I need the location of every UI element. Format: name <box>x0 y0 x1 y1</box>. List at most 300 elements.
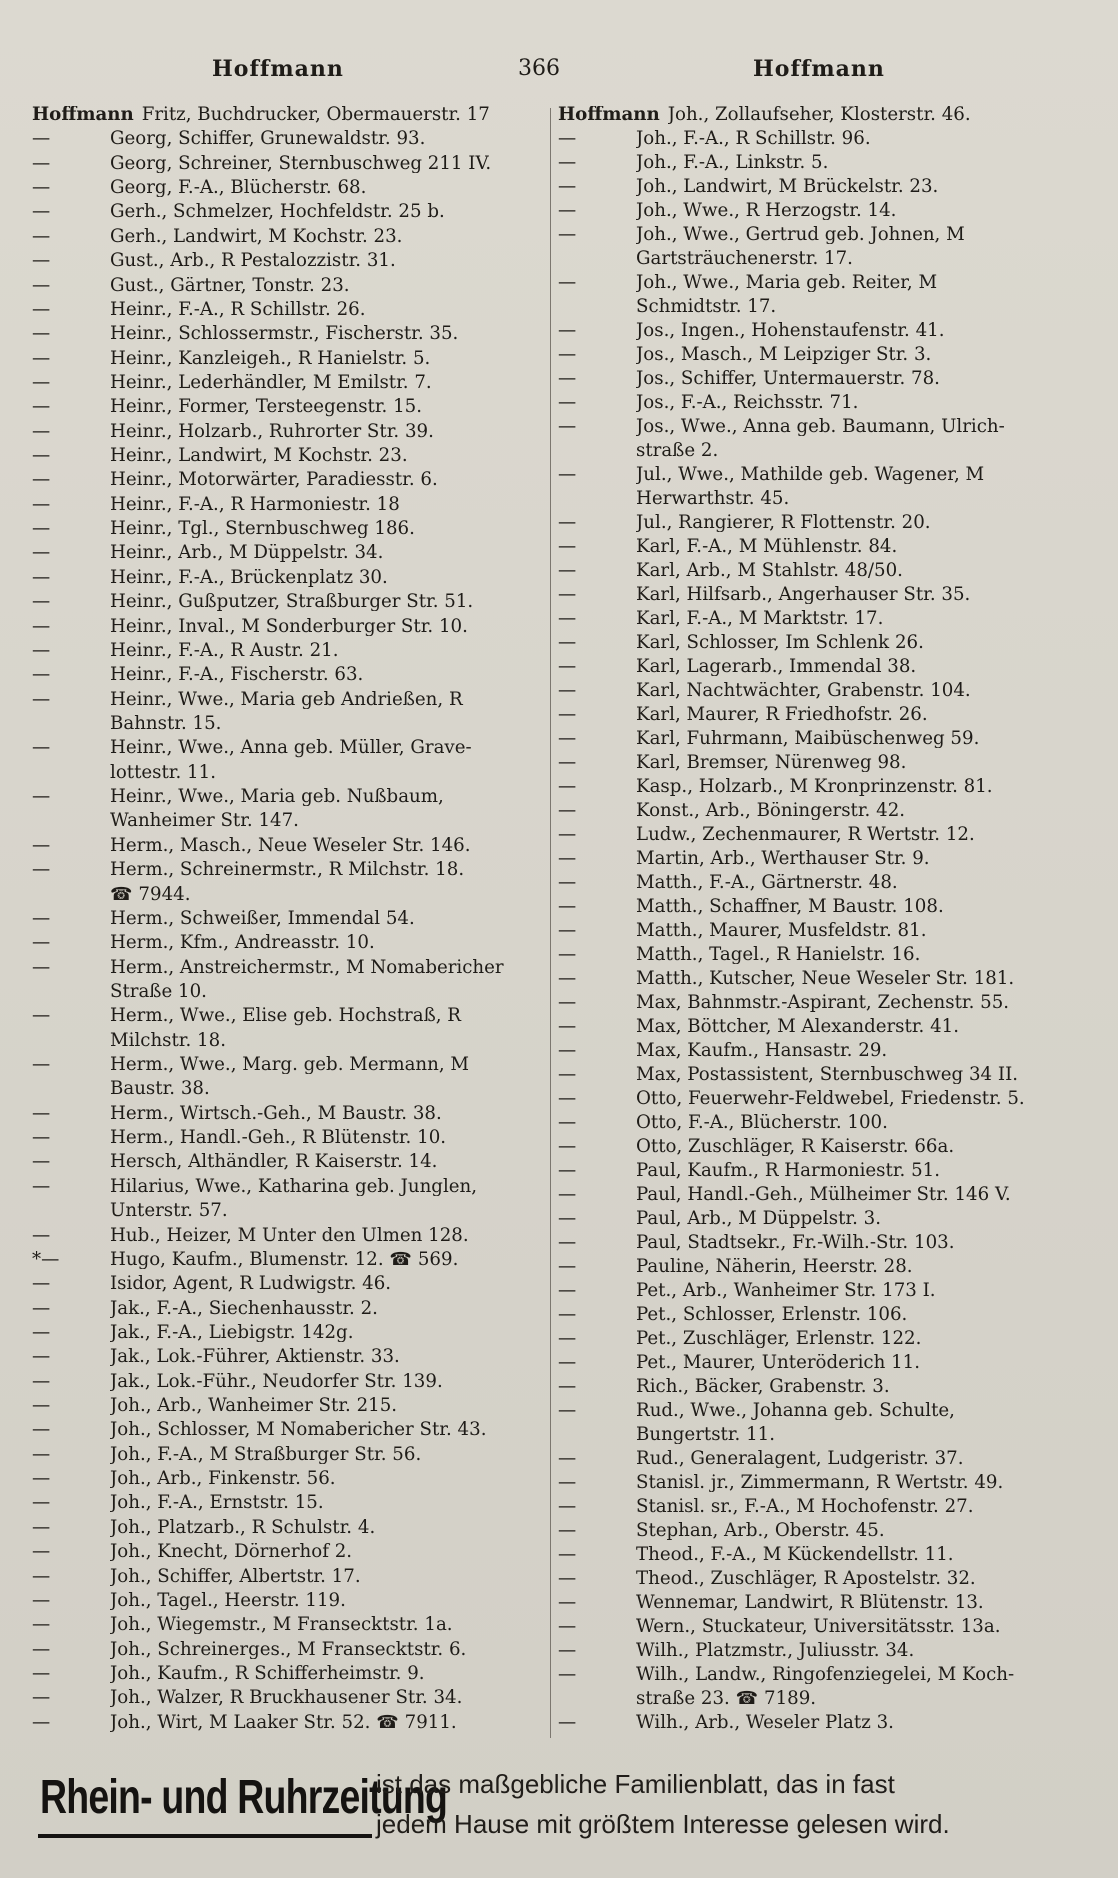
entry-prefix: — <box>32 1445 51 1465</box>
directory-entry <box>32 228 548 252</box>
entry-prefix: — <box>32 836 51 856</box>
directory-entry <box>558 1378 1082 1402</box>
entry-prefix: — <box>32 690 51 710</box>
entry-text: Heinr., Inval., M Sonderburger Str. 10. <box>110 617 468 636</box>
directory-entry <box>32 837 548 861</box>
entry-text: Jul., Wwe., Mathilde geb. Wagener, M <box>636 466 985 485</box>
entry-prefix: — <box>32 154 51 174</box>
entry-prefix: — <box>558 178 577 197</box>
directory-entry <box>32 203 548 227</box>
directory-entry <box>558 1594 1082 1618</box>
entry-text: Joh., Wwe., Gertrud geb. Johnen, M <box>636 226 965 245</box>
directory-entry <box>558 106 1082 130</box>
entry-prefix: — <box>558 1402 577 1421</box>
directory-entry <box>32 179 548 203</box>
entry-text: Georg, Schreiner, Sternbuschweg 211 IV. <box>110 154 492 173</box>
entry-text: Joh., Schlosser, M Nomabericher Str. 43. <box>110 1421 487 1440</box>
entry-text: Joh., Zollaufseher, Klosterstr. 46. <box>667 106 971 125</box>
directory-entry <box>32 155 548 179</box>
entry-prefix: — <box>32 179 51 199</box>
entry-prefix: — <box>558 1162 577 1181</box>
entry-text: Joh., Arb., Finkenstr. 56. <box>110 1470 336 1489</box>
entry-text: Heinr., Landwirt, M Kochstr. 23. <box>110 447 408 466</box>
entry-prefix: — <box>558 634 577 653</box>
directory-entry <box>558 1570 1082 1594</box>
entry-prefix: — <box>32 568 51 588</box>
directory-entry <box>32 398 548 422</box>
entry-text: Heinr., F.-A., Fischerstr. 63. <box>110 666 364 685</box>
entry-text: Wilh., Arb., Weseler Platz 3. <box>636 1714 894 1733</box>
entry-text: Matth., Schaffner, M Baustr. 108. <box>636 898 944 917</box>
directory-entry <box>32 1714 548 1738</box>
entry-text: Herm., Wwe., Marg. geb. Mermann, M <box>110 1056 470 1075</box>
entry-prefix: — <box>558 346 577 365</box>
entry-text: Hilarius, Wwe., Katharina geb. Junglen, <box>110 1177 478 1197</box>
directory-entry <box>558 970 1082 994</box>
entry-prefix: — <box>558 1666 577 1685</box>
entry-prefix: — <box>32 1104 51 1124</box>
entry-text: Joh., Walzer, R Bruckhausener Str. 34. <box>110 1689 463 1708</box>
directory-entry <box>558 418 1082 442</box>
directory-entry <box>558 1450 1082 1474</box>
directory-entry <box>32 1032 548 1056</box>
directory-entry <box>558 1162 1082 1186</box>
entry-text: Matth., Tagel., R Hanielstr. 16. <box>636 946 921 965</box>
entry-text: ☎ 7944. <box>110 885 191 904</box>
directory-entry <box>32 1397 548 1421</box>
entry-text: Hub., Heizer, M Unter den Ulmen 128. <box>110 1226 469 1245</box>
entry-text: Heinr., Wwe., Maria geb. Nußbaum, <box>110 788 444 807</box>
entry-text: Otto, Feuerwehr-Feldwebel, Friedenstr. 5. <box>636 1090 1025 1109</box>
entry-prefix: — <box>32 1567 51 1587</box>
entry-text: Heinr., F.-A., R Schillstr. 26. <box>110 300 366 320</box>
directory-entry <box>32 447 548 471</box>
entry-text: Gust., Arb., R Pestalozzistr. 31. <box>110 252 396 271</box>
entry-text: Karl, Bremser, Nürenweg 98. <box>636 754 907 773</box>
entry-text: Paul, Stadtsekr., Fr.-Wilh.-Str. 103. <box>636 1234 955 1253</box>
directory-entry <box>32 106 548 130</box>
directory-entry <box>32 1153 548 1177</box>
entry-text: Jos., Ingen., Hohenstaufenstr. 41. <box>636 322 945 341</box>
directory-entry <box>558 682 1082 706</box>
entry-prefix: — <box>558 754 577 773</box>
entry-prefix: — <box>558 586 577 605</box>
entry-prefix: — <box>32 1518 51 1538</box>
directory-entry <box>32 739 548 763</box>
directory-entry <box>558 634 1082 658</box>
entry-prefix: — <box>558 1114 577 1133</box>
entry-prefix: — <box>32 130 51 150</box>
directory-entry <box>32 1007 548 1031</box>
directory-entry <box>558 274 1082 298</box>
entry-prefix: — <box>32 1665 51 1684</box>
entry-text: Bungertstr. 11. <box>636 1426 776 1445</box>
entry-prefix: — <box>32 1299 51 1319</box>
directory-entry <box>32 520 548 544</box>
entry-prefix: — <box>32 1616 51 1636</box>
entry-text: Heinr., Holzarb., Ruhrorter Str. 39. <box>110 422 434 441</box>
entry-text: Rud., Wwe., Johanna geb. Schulte, <box>636 1402 955 1421</box>
entry-prefix: — <box>558 1138 577 1157</box>
entry-text: Hersch, Althändler, R Kaiserstr. 14. <box>110 1153 438 1172</box>
entry-text: Karl, Arb., M Stahlstr. 48/50. <box>636 562 903 581</box>
ad-text <box>376 1764 1082 1844</box>
entry-text: Kasp., Holzarb., M Kronprinzenstr. 81. <box>636 778 993 797</box>
directory-entry <box>558 826 1082 850</box>
advertisement <box>0 1752 1118 1862</box>
entry-prefix: — <box>32 861 51 881</box>
entry-prefix: — <box>558 898 577 917</box>
directory-entry <box>558 394 1082 418</box>
entry-prefix: — <box>32 1129 51 1149</box>
entry-text: Heinr., Motorwärter, Paradiesstr. 6. <box>110 471 438 490</box>
directory-entry <box>32 1641 548 1665</box>
entry-prefix: — <box>32 520 51 540</box>
directory-entry <box>558 1090 1082 1114</box>
directory-entry <box>558 562 1082 586</box>
directory-entry <box>32 1494 548 1518</box>
entry-text: Heinr., Arb., M Düppelstr. 34. <box>110 544 384 563</box>
entry-prefix: — <box>32 471 51 491</box>
entry-text: Heinr., F.-A., R Harmoniestr. 18 <box>110 495 400 514</box>
entry-prefix: — <box>558 682 577 701</box>
directory-entry <box>32 325 548 349</box>
directory-entry <box>558 538 1082 562</box>
entry-prefix: — <box>558 826 577 845</box>
entry-text: Pet., Zuschläger, Erlenstr. 122. <box>636 1330 922 1349</box>
directory-entry <box>558 202 1082 226</box>
entry-prefix: — <box>558 1354 577 1373</box>
entry-prefix: — <box>32 300 51 320</box>
entry-text: Theod., F.-A., M Kückendellstr. 11. <box>636 1546 954 1565</box>
entry-prefix: — <box>32 666 51 686</box>
entry-text: Unterstr. 57. <box>110 1202 228 1221</box>
entry-text: Wilh., Platzmstr., Juliusstr. 34. <box>636 1642 915 1661</box>
directory-entry <box>558 1018 1082 1042</box>
directory-entry <box>32 1616 548 1640</box>
entry-prefix: — <box>32 1543 51 1563</box>
entry-text: Paul, Arb., M Düppelstr. 3. <box>636 1210 881 1229</box>
entry-prefix: — <box>32 1713 51 1733</box>
entry-text: Gerh., Schmelzer, Hochfeldstr. 25 b. <box>110 203 445 222</box>
entry-prefix: — <box>32 276 51 296</box>
entry-text: Otto, F.-A., Blücherstr. 100. <box>636 1114 888 1133</box>
entry-prefix: — <box>558 1498 577 1517</box>
entry-text: Karl, Schlosser, Im Schlenk 26. <box>636 634 924 653</box>
entry-text: Gerh., Landwirt, M Kochstr. 23. <box>110 227 403 246</box>
directory-entry <box>558 1354 1082 1378</box>
directory-entry <box>558 1138 1082 1162</box>
directory-entry <box>32 1080 548 1104</box>
directory-entry <box>558 1546 1082 1570</box>
entry-text: Heinr., Kanzleigeh., R Hanielstr. 5. <box>110 349 431 368</box>
entry-text: Joh., F.-A., M Straßburger Str. 56. <box>110 1445 422 1464</box>
entry-text: Jul., Rangierer, R Flottenstr. 20. <box>636 514 931 533</box>
entry-prefix: — <box>558 730 577 749</box>
entry-text: Joh., Knecht, Dörnerhof 2. <box>110 1543 353 1562</box>
entry-text: Joh., F.-A., R Schillstr. 96. <box>636 130 871 149</box>
right-column <box>558 106 1082 1738</box>
entry-text: Matth., Maurer, Musfeldstr. 81. <box>636 922 927 941</box>
entry-text: Georg, F.-A., Blücherstr. 68. <box>110 179 367 198</box>
directory-entry <box>558 370 1082 394</box>
directory-entry <box>558 490 1082 514</box>
entry-text: Stanisl. sr., F.-A., M Hochofenstr. 27. <box>636 1498 974 1517</box>
entry-text: Pet., Schlosser, Erlenstr. 106. <box>636 1306 908 1325</box>
entry-text: Hugo, Kaufm., Blumenstr. 12. ☎ 569. <box>110 1250 459 1270</box>
entry-text: Joh., Wwe., R Herzogstr. 14. <box>636 202 897 221</box>
entry-prefix: — <box>32 1421 51 1441</box>
directory-entry <box>558 250 1082 274</box>
entry-prefix: — <box>32 1372 51 1392</box>
directory-entry <box>558 154 1082 178</box>
directory-entry <box>32 593 548 617</box>
directory-entry <box>32 764 548 788</box>
directory-entry <box>32 252 548 276</box>
entry-text: Heinr., Lederhändler, M Emilstr. 7. <box>110 373 432 393</box>
directory-entry <box>558 946 1082 970</box>
entry-text: Jak., Lok.-Führer, Aktienstr. 33. <box>110 1348 400 1367</box>
directory-entry <box>558 1426 1082 1450</box>
entry-prefix: — <box>558 1450 577 1469</box>
entry-prefix: — <box>558 994 577 1013</box>
entry-text: Joh., Landwirt, M Brückelstr. 23. <box>636 178 939 197</box>
directory-entry <box>558 922 1082 946</box>
entry-text: Herwarthstr. 45. <box>636 490 790 509</box>
entry-prefix: — <box>558 274 577 293</box>
entry-text: Joh., Wwe., Maria geb. Reiter, M <box>636 274 938 293</box>
directory-entry <box>32 910 548 934</box>
entry-prefix: — <box>558 1642 577 1661</box>
entry-prefix: — <box>558 970 577 989</box>
entry-text: Herm., Wirtsch.-Geh., M Baustr. 38. <box>110 1104 442 1123</box>
directory-entry <box>32 1129 548 1153</box>
entry-prefix: — <box>32 1494 51 1514</box>
entry-text: Matth., Kutscher, Neue Weseler Str. 181. <box>636 970 1015 989</box>
ad-underline <box>38 1834 372 1838</box>
entry-prefix: — <box>558 778 577 797</box>
directory-entry <box>558 322 1082 346</box>
directory-entry <box>558 658 1082 682</box>
entry-text: Pauline, Näherin, Heerstr. 28. <box>636 1258 913 1277</box>
directory-entry <box>558 1522 1082 1546</box>
entry-text: Jak., F.-A., Liebigstr. 142g. <box>110 1323 354 1343</box>
entry-text: Herm., Handl.-Geh., R Blütenstr. 10. <box>110 1129 447 1148</box>
left-column <box>32 106 548 1738</box>
entry-text: Baustr. 38. <box>110 1080 210 1099</box>
directory-entry <box>32 691 548 715</box>
entry-text: Joh., Wiegemstr., M Fransecktstr. 1a. <box>110 1616 453 1635</box>
header-right-name: Hoffmann <box>753 56 885 82</box>
entry-prefix: — <box>32 325 51 345</box>
directory-entry <box>558 466 1082 490</box>
directory-entry <box>32 350 548 374</box>
directory-entry <box>558 1330 1082 1354</box>
directory-entry <box>32 934 548 958</box>
directory-entry <box>32 1421 548 1445</box>
directory-entry <box>32 1056 548 1080</box>
entry-prefix: — <box>32 909 51 929</box>
directory-entry <box>32 642 548 666</box>
entry-prefix: — <box>558 850 577 869</box>
entry-text: Heinr., F.-A., Brückenplatz 30. <box>110 568 388 588</box>
entry-text: Max, Böttcher, M Alexanderstr. 41. <box>636 1018 959 1037</box>
entry-text: Pet., Maurer, Unteröderich 11. <box>636 1354 921 1373</box>
entry-text: Stephan, Arb., Oberstr. 45. <box>636 1522 885 1541</box>
entry-text: Straße 10. <box>110 982 207 1002</box>
directory-entry <box>558 754 1082 778</box>
directory-entry <box>558 1666 1082 1690</box>
directory-entry <box>32 1251 548 1275</box>
entry-prefix: — <box>32 1226 51 1246</box>
entry-text: Martin, Arb., Werthauser Str. 9. <box>636 850 930 869</box>
entry-text: Gartsträuchenerstr. 17. <box>636 250 853 269</box>
entry-prefix: — <box>558 394 577 413</box>
entry-prefix: — <box>558 202 577 221</box>
entry-text: Schmidtstr. 17. <box>636 298 777 317</box>
directory-entry <box>558 994 1082 1018</box>
entry-text: Karl, Nachtwächter, Grabenstr. 104. <box>636 682 971 701</box>
directory-entry <box>558 1234 1082 1258</box>
entry-text: Jos., Masch., M Leipziger Str. 3. <box>636 346 932 365</box>
entry-prefix: — <box>32 1275 51 1295</box>
directory-entry <box>558 706 1082 730</box>
directory-entry <box>558 1210 1082 1234</box>
entry-text: Herm., Anstreichermstr., M Nomabericher <box>110 958 504 977</box>
directory-entry <box>558 514 1082 538</box>
entry-prefix: — <box>558 1090 577 1109</box>
entry-text: Joh., F.-A., Ernststr. 15. <box>110 1494 324 1513</box>
entry-prefix: — <box>558 1570 577 1589</box>
entry-prefix: — <box>558 1234 577 1253</box>
entry-prefix: — <box>558 514 577 533</box>
entry-prefix: — <box>558 1306 577 1325</box>
entry-text: Jak., Lok.-Führ., Neudorfer Str. 139. <box>110 1372 443 1391</box>
entry-text: Paul, Handl.-Geh., Mülheimer Str. 146 V. <box>636 1186 1011 1205</box>
entry-prefix: — <box>558 1330 577 1349</box>
directory-entry <box>32 1519 548 1543</box>
entry-prefix: — <box>32 1007 51 1027</box>
directory-entry <box>558 1306 1082 1330</box>
directory-entry <box>32 788 548 812</box>
entry-prefix: — <box>32 1153 51 1173</box>
entry-prefix: — <box>558 922 577 941</box>
directory-entry <box>32 983 548 1007</box>
entry-prefix: — <box>32 1640 51 1660</box>
directory-entry <box>32 569 548 593</box>
entry-prefix: — <box>32 593 51 613</box>
entry-text: lottestr. 11. <box>110 763 216 782</box>
header-left-name: Hoffmann <box>212 56 344 82</box>
entry-text: Joh., Wirt, M Laaker Str. 52. ☎ 7911. <box>110 1713 457 1732</box>
directory-entry <box>558 1402 1082 1426</box>
entry-prefix: — <box>558 418 577 437</box>
entry-prefix: — <box>32 1470 51 1490</box>
entry-text: Heinr., Schlossermstr., Fischerstr. 35. <box>110 325 459 344</box>
entry-prefix: — <box>558 562 577 581</box>
entry-prefix: — <box>558 706 577 725</box>
entry-prefix: — <box>32 1689 51 1709</box>
entry-prefix: — <box>558 658 577 677</box>
directory-entry <box>558 1282 1082 1306</box>
entry-prefix: — <box>32 1056 51 1076</box>
directory-entry <box>32 1202 548 1226</box>
entry-text: Joh., Arb., Wanheimer Str. 215. <box>110 1397 398 1416</box>
directory-entry <box>32 1568 548 1592</box>
entry-text: Isidor, Agent, R Ludwigstr. 46. <box>110 1275 392 1294</box>
entry-prefix: — <box>558 1618 577 1637</box>
entry-prefix: — <box>558 1522 577 1541</box>
directory-entry <box>558 610 1082 634</box>
ad-brand: Rhein- und Ruhrzeitung <box>40 1771 448 1824</box>
entry-text: Max, Kaufm., Hansastr. 29. <box>636 1042 888 1061</box>
entry-text: Rud., Generalagent, Ludgeristr. 37. <box>636 1450 964 1469</box>
directory-entry <box>32 1300 548 1324</box>
entry-text: Joh., Schiffer, Albertstr. 17. <box>110 1567 361 1586</box>
entry-text: Karl, Lagerarb., Immendal 38. <box>636 658 917 677</box>
entry-prefix: — <box>32 227 51 247</box>
entry-text: Wern., Stuckateur, Universitätsstr. 13a. <box>636 1618 1001 1637</box>
directory-entry <box>32 1227 548 1251</box>
directory-entry <box>558 802 1082 826</box>
directory-entry <box>32 1348 548 1372</box>
entry-prefix: — <box>32 641 51 661</box>
directory-entry <box>32 861 548 885</box>
directory-entry <box>558 1186 1082 1210</box>
entry-prefix: — <box>558 874 577 893</box>
entry-text: Heinr., Wwe., Anna geb. Müller, Grave- <box>110 739 472 758</box>
entry-prefix: — <box>32 349 51 369</box>
directory-entry <box>558 1498 1082 1522</box>
directory-entry <box>32 666 548 690</box>
entry-prefix: — <box>558 610 577 629</box>
directory-entry <box>32 374 548 398</box>
directory-entry <box>32 715 548 739</box>
directory-entry <box>32 1178 548 1202</box>
entry-prefix: — <box>32 1591 51 1611</box>
entry-prefix: — <box>558 1210 577 1229</box>
entry-prefix: — <box>558 322 577 341</box>
directory-entry <box>558 778 1082 802</box>
entry-prefix: — <box>558 226 577 245</box>
entry-prefix: — <box>32 617 51 637</box>
entry-prefix: — <box>558 154 577 173</box>
directory-entry <box>558 898 1082 922</box>
entry-prefix: — <box>32 203 51 223</box>
entry-prefix: — <box>558 1594 577 1613</box>
entry-prefix: — <box>32 934 51 954</box>
directory-entry <box>32 812 548 836</box>
entry-text: Ludw., Zechenmaurer, R Wertstr. 12. <box>636 826 975 845</box>
page-header <box>0 52 1118 92</box>
entry-text: Karl, F.-A., M Mühlenstr. 84. <box>636 538 898 557</box>
directory-entry <box>32 1373 548 1397</box>
entry-prefix: — <box>558 1546 577 1565</box>
directory-entry <box>558 730 1082 754</box>
entry-text: Karl, Maurer, R Friedhofstr. 26. <box>636 706 928 725</box>
entry-prefix: — <box>32 739 51 759</box>
column-divider <box>550 108 551 1738</box>
directory-entry <box>32 1592 548 1616</box>
entry-prefix: — <box>558 370 577 389</box>
entry-prefix: Hoffmann <box>558 106 660 125</box>
entry-text: Gust., Gärtner, Tonstr. 23. <box>110 276 350 295</box>
entry-text: Theod., Zuschläger, R Apostelstr. 32. <box>636 1570 976 1589</box>
directory-entry <box>558 1690 1082 1714</box>
directory-entry <box>558 1066 1082 1090</box>
entry-prefix: — <box>32 788 51 808</box>
entry-prefix: — <box>32 958 51 978</box>
